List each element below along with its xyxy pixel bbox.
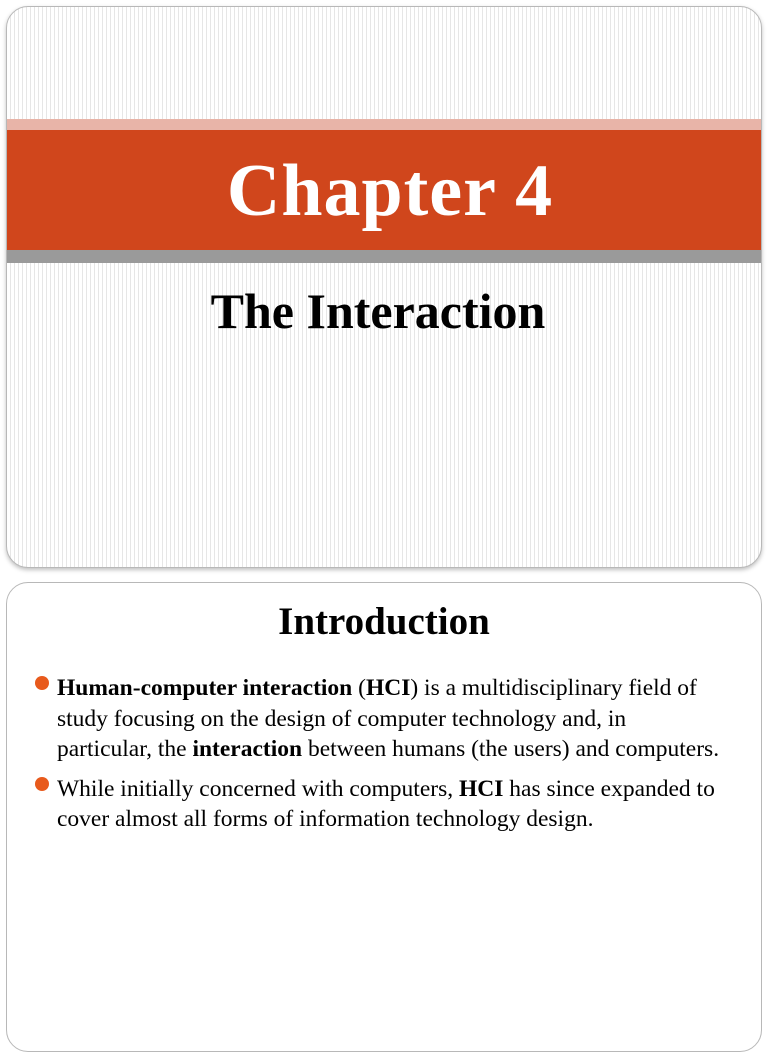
- bullet-text: While initially concerned with computers,: [57, 775, 459, 802]
- slide-title: Introduction: [278, 600, 490, 643]
- chapter-title: Chapter 4: [226, 149, 554, 232]
- title-slide: [6, 6, 762, 568]
- bullet-item: [35, 673, 721, 765]
- slide-subtitle: The Interaction: [210, 283, 546, 339]
- title-band: [7, 130, 761, 250]
- bullet-item: [35, 774, 721, 835]
- bullet-dot-icon: [35, 777, 49, 791]
- bullet-text: between humans (the users) and computers.: [302, 736, 720, 762]
- bullet-list: [35, 673, 721, 844]
- accent-stripe-bottom: [7, 250, 761, 263]
- introduction-slide: [6, 582, 762, 1052]
- acronym-hci: HCI: [365, 675, 411, 701]
- bullet-text: (: [352, 675, 366, 701]
- bullet-text: ) is a multidisciplinary field of study focusing on the design of computer technology and, in particular, the: [57, 675, 697, 762]
- bullet-dot-icon: [35, 676, 49, 690]
- acronym-hci: HCI: [459, 775, 504, 802]
- term-interaction: interaction: [192, 736, 303, 762]
- accent-stripe-top: [7, 119, 761, 130]
- bullet-text: has since expanded to cover almost all forms of information technology design.: [57, 775, 715, 832]
- term-hci: Human-computer interaction: [57, 675, 353, 701]
